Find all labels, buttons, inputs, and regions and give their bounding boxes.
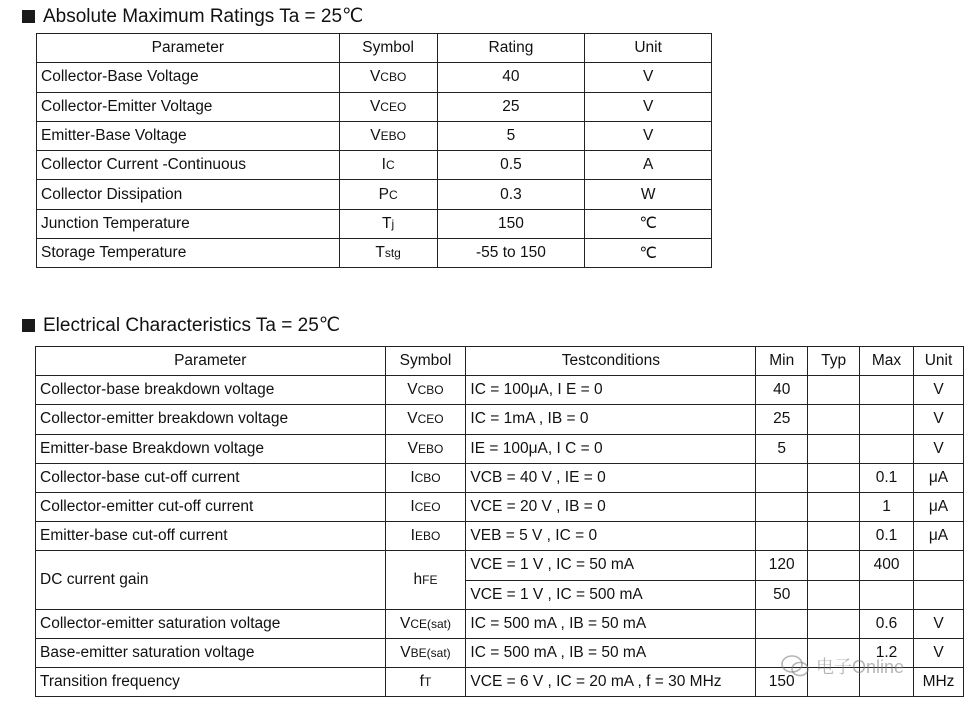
symbol-subscript: CEO [380, 99, 407, 114]
rating-cell: 0.5 [437, 151, 585, 180]
unit-cell: V [585, 63, 712, 92]
table-row [37, 209, 712, 238]
header-max: Max [860, 347, 914, 376]
max-cell: 400 [860, 551, 914, 580]
electrical-characteristics-table [35, 346, 964, 697]
max-cell: 1 [860, 492, 914, 521]
symbol-cell [385, 638, 466, 667]
unit-cell: μA [914, 492, 964, 521]
symbol-letter: I [410, 527, 415, 545]
symbol-subscript: T [423, 675, 432, 690]
unit-cell: MHz [914, 668, 964, 697]
parameter-cell: Collector-emitter breakdown voltage [36, 405, 386, 434]
testcondition-cell: VCE = 1 V , IC = 500 mA [466, 580, 756, 609]
parameter-cell: Junction Temperature [37, 209, 340, 238]
min-cell: 120 [756, 551, 808, 580]
parameter-cell: Collector-Emitter Voltage [37, 92, 340, 121]
header-testconditions: Testconditions [466, 347, 756, 376]
table-row [37, 63, 712, 92]
square-bullet-icon [22, 10, 35, 23]
typ-cell [808, 492, 860, 521]
parameter-cell: Collector Dissipation [37, 180, 340, 209]
unit-cell: V [914, 405, 964, 434]
typ-cell [808, 551, 860, 580]
rating-cell: 40 [437, 63, 585, 92]
symbol-letter: f [419, 673, 424, 691]
unit-cell: μA [914, 463, 964, 492]
symbol-letter: T [375, 244, 385, 262]
header-symbol: Symbol [339, 34, 437, 63]
table-row [36, 638, 964, 667]
header-rating: Rating [437, 34, 585, 63]
symbol-cell [385, 522, 466, 551]
unit-cell: V [914, 609, 964, 638]
rating-cell: 0.3 [437, 180, 585, 209]
symbol-letter: V [370, 127, 381, 145]
parameter-cell: Collector-emitter cut-off current [36, 492, 386, 521]
symbol-cell [339, 151, 437, 180]
parameter-cell: Collector-Base Voltage [37, 63, 340, 92]
max-cell [860, 376, 914, 405]
section-title-text: Electrical Characteristics Ta = 25℃ [43, 315, 341, 336]
typ-cell [808, 638, 860, 667]
max-cell [860, 580, 914, 609]
table-row [36, 376, 964, 405]
symbol-subscript: CBO [417, 383, 444, 398]
table-row [36, 609, 964, 638]
symbol-letter: I [381, 156, 386, 174]
table-row [37, 121, 712, 150]
min-cell: 25 [756, 405, 808, 434]
symbol-letter: V [400, 643, 411, 661]
parameter-cell: Collector-base cut-off current [36, 463, 386, 492]
square-bullet-icon [22, 319, 35, 332]
table-row [36, 463, 964, 492]
symbol-cell [385, 376, 466, 405]
table-row [36, 522, 964, 551]
max-cell: 0.6 [860, 609, 914, 638]
typ-cell [808, 522, 860, 551]
parameter-cell: Base-emitter saturation voltage [36, 638, 386, 667]
symbol-cell [339, 209, 437, 238]
table-row [36, 492, 964, 521]
min-cell: 5 [756, 434, 808, 463]
parameter-cell: Emitter-base Breakdown voltage [36, 434, 386, 463]
rating-cell: 150 [437, 209, 585, 238]
parameter-cell: Collector-emitter saturation voltage [36, 609, 386, 638]
absolute-max-ratings-table [36, 33, 712, 268]
symbol-cell [339, 92, 437, 121]
min-cell [756, 492, 808, 521]
rating-cell: 5 [437, 121, 585, 150]
min-cell: 50 [756, 580, 808, 609]
symbol-subscript: FE [422, 573, 438, 587]
min-cell: 40 [756, 376, 808, 405]
unit-cell: ℃ [585, 209, 712, 238]
testcondition-cell: VCB = 40 V , IE = 0 [466, 463, 756, 492]
symbol-subscript: EBO [414, 529, 441, 544]
testcondition-cell: IE = 100μA, I C = 0 [466, 434, 756, 463]
symbol-subscript: j [391, 216, 395, 231]
unit-cell: A [585, 151, 712, 180]
parameter-cell: Collector-base breakdown voltage [36, 376, 386, 405]
testcondition-cell: VCE = 20 V , IB = 0 [466, 492, 756, 521]
table-row [36, 405, 964, 434]
symbol-cell [339, 180, 437, 209]
watermark-text: 电子Online [816, 657, 905, 677]
symbol-subscript: CEO [417, 412, 444, 427]
symbol-cell [385, 434, 466, 463]
symbol-letter: V [369, 97, 381, 115]
symbol-cell [385, 492, 466, 521]
symbol-subscript: EBO [417, 441, 444, 456]
header-min: Min [756, 347, 808, 376]
unit-cell [914, 580, 964, 609]
symbol-letter: V [407, 381, 418, 399]
min-cell: 150 [756, 668, 808, 697]
testcondition-cell: IC = 1mA , IB = 0 [466, 405, 756, 434]
symbol-subscript: CBO [380, 70, 407, 85]
header-unit: Unit [914, 347, 964, 376]
symbol-subscript: CBO [414, 470, 441, 485]
table-header-row [36, 347, 964, 376]
max-cell: 0.1 [860, 522, 914, 551]
symbol-subscript: EBO [380, 129, 406, 144]
table-header-row [37, 34, 712, 63]
symbol-cell [339, 63, 437, 92]
symbol-cell [339, 121, 437, 150]
unit-cell: V [914, 434, 964, 463]
symbol-subscript: CEO [414, 500, 441, 515]
typ-cell [808, 580, 860, 609]
symbol-letter: T [382, 214, 392, 232]
unit-cell: V [914, 638, 964, 667]
max-cell [860, 668, 914, 697]
max-cell [860, 434, 914, 463]
header-parameter: Parameter [36, 347, 386, 376]
max-cell: 0.1 [860, 463, 914, 492]
symbol-cell [385, 551, 466, 609]
section-title-absolute-max [22, 5, 363, 28]
symbol-letter: V [407, 410, 418, 428]
symbol-subscript: CE(sat) [410, 616, 451, 631]
header-typ: Typ [808, 347, 860, 376]
symbol-cell [385, 463, 466, 492]
symbol-letter: h [413, 571, 423, 588]
symbol-cell [385, 609, 466, 638]
unit-cell [914, 551, 964, 580]
header-unit: Unit [585, 34, 712, 63]
max-cell: 1.2 [860, 638, 914, 667]
table-row [37, 239, 712, 268]
testcondition-cell: IC = 500 mA , IB = 50 mA [466, 609, 756, 638]
parameter-cell: Collector Current -Continuous [37, 151, 340, 180]
section-title-text: Absolute Maximum Ratings Ta = 25℃ [43, 6, 364, 27]
unit-cell: W [585, 180, 712, 209]
symbol-cell [385, 668, 466, 697]
table-row [36, 434, 964, 463]
typ-cell [808, 405, 860, 434]
symbol-cell [385, 405, 466, 434]
unit-cell: ℃ [585, 239, 712, 268]
table-row [37, 92, 712, 121]
rating-cell: 25 [437, 92, 585, 121]
min-cell [756, 463, 808, 492]
symbol-letter: P [378, 185, 389, 203]
unit-cell: μA [914, 522, 964, 551]
parameter-cell: Emitter-Base Voltage [37, 121, 340, 150]
typ-cell [808, 609, 860, 638]
testcondition-cell: IC = 100μA, I E = 0 [466, 376, 756, 405]
typ-cell [808, 376, 860, 405]
typ-cell [808, 668, 860, 697]
table-row [36, 668, 964, 697]
unit-cell: V [914, 376, 964, 405]
max-cell [860, 405, 914, 434]
parameter-cell: Storage Temperature [37, 239, 340, 268]
parameter-cell: Transition frequency [36, 668, 386, 697]
symbol-letter: V [369, 68, 381, 86]
table-row [36, 551, 964, 580]
parameter-cell: Emitter-base cut-off current [36, 522, 386, 551]
section-title-electrical [22, 314, 340, 337]
table-row [37, 180, 712, 209]
typ-cell [808, 434, 860, 463]
symbol-letter: I [410, 468, 415, 486]
header-parameter: Parameter [37, 34, 340, 63]
testcondition-cell: VEB = 5 V , IC = 0 [466, 522, 756, 551]
min-cell [756, 638, 808, 667]
symbol-cell [339, 239, 437, 268]
symbol-subscript: C [385, 158, 395, 173]
testcondition-cell: IC = 500 mA , IB = 50 mA [466, 638, 756, 667]
testcondition-cell: VCE = 6 V , IC = 20 mA , f = 30 MHz [466, 668, 756, 697]
rating-cell: -55 to 150 [437, 239, 585, 268]
symbol-subscript: BE(sat) [410, 645, 451, 660]
symbol-letter: I [410, 498, 415, 516]
min-cell [756, 609, 808, 638]
typ-cell [808, 463, 860, 492]
unit-cell: V [585, 121, 712, 150]
symbol-subscript: C [388, 187, 398, 202]
symbol-subscript: stg [384, 246, 401, 261]
table-row [37, 151, 712, 180]
symbol-letter: V [399, 614, 411, 632]
parameter-cell: DC current gain [36, 551, 386, 609]
unit-cell: V [585, 92, 712, 121]
header-symbol: Symbol [385, 347, 466, 376]
testcondition-cell: VCE = 1 V , IC = 50 mA [466, 551, 756, 580]
symbol-letter: V [407, 439, 418, 457]
min-cell [756, 522, 808, 551]
